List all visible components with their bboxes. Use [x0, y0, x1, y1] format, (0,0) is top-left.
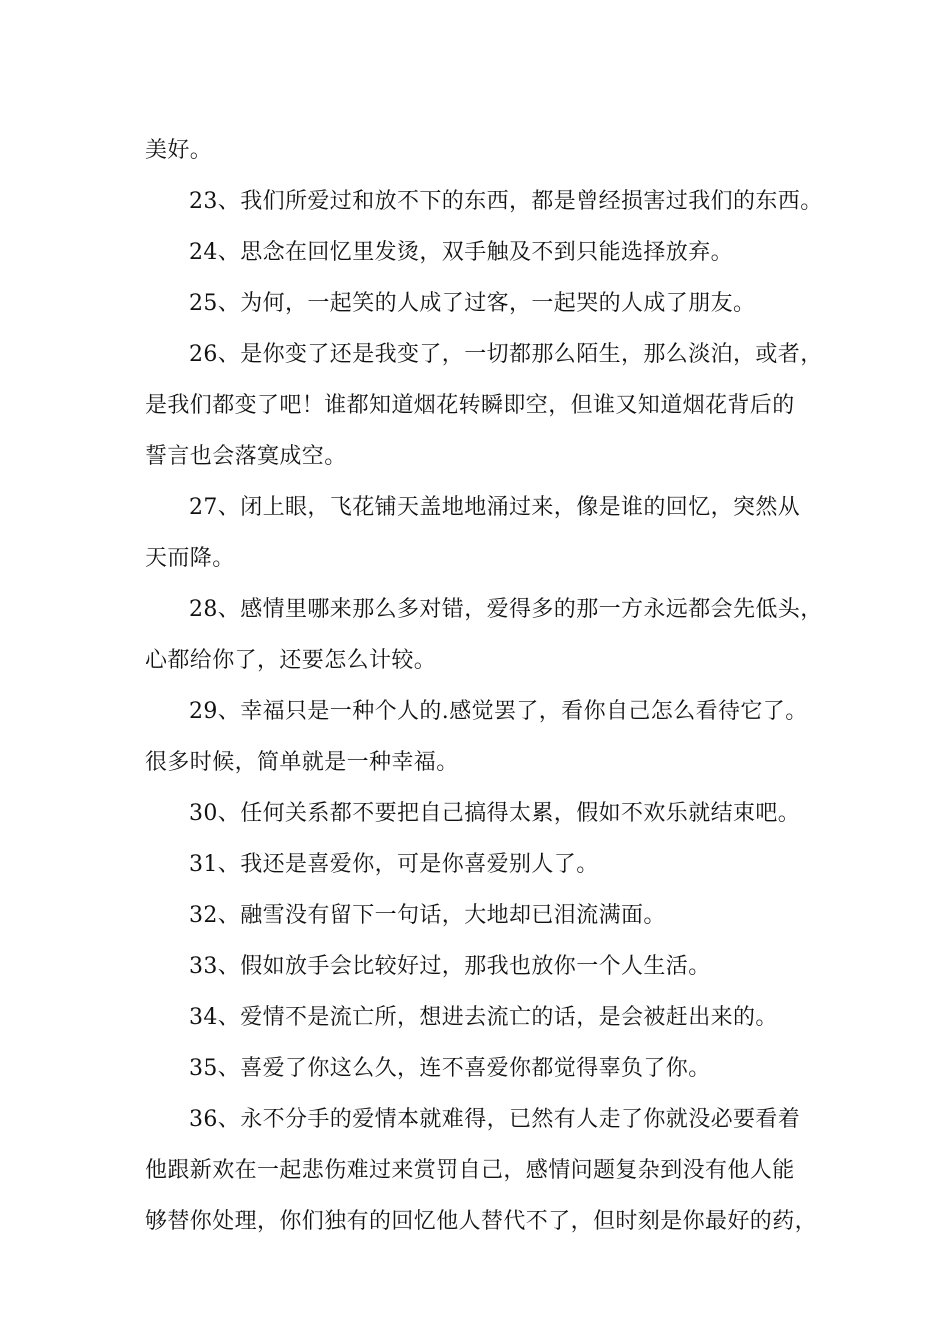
- text-line: 天而降。: [145, 546, 235, 571]
- text-line: 25、为何，一起笑的人成了过客，一起哭的人成了朋友。: [189, 291, 756, 316]
- text-line: 24、思念在回忆里发烫，双手触及不到只能选择放弃。: [189, 240, 733, 265]
- text-line: 36、永不分手的爱情本就难得，已然有人走了你就没必要看着: [189, 1107, 801, 1132]
- text-line: 心都给你了，还要怎么计较。: [145, 648, 437, 673]
- text-line: 够替你处理，你们独有的回忆他人替代不了，但时刻是你最好的药，: [145, 1209, 818, 1234]
- text-line: 誓言也会落寞成空。: [145, 444, 347, 469]
- text-line: 30、任何关系都不要把自己搞得太累，假如不欢乐就结束吧。: [189, 801, 801, 826]
- text-line: 31、我还是喜爱你，可是你喜爱别人了。: [189, 852, 599, 877]
- text-line: 23、我们所爱过和放不下的东西，都是曾经损害过我们的东西。: [189, 189, 823, 214]
- document-body: [145, 130, 835, 1252]
- text-line: 35、喜爱了你这么久，连不喜爱你都觉得辜负了你。: [189, 1056, 711, 1081]
- text-line: 是我们都变了吧！谁都知道烟花转瞬即空，但谁又知道烟花背后的: [145, 393, 795, 418]
- text-line: 美好。: [145, 138, 213, 163]
- text-line: 27、闭上眼，飞花铺天盖地地涌过来，像是谁的回忆，突然从: [189, 495, 801, 520]
- text-line: 很多时候，简单就是一种幸福。: [145, 750, 459, 775]
- text-line: 34、爱情不是流亡所，想进去流亡的话，是会被赶出来的。: [189, 1005, 778, 1030]
- text-line: 32、融雪没有留下一句话，大地却已泪流满面。: [189, 903, 666, 928]
- text-line: 26、是你变了还是我变了，一切都那么陌生，那么淡泊，或者，: [189, 342, 823, 367]
- text-line: 他跟新欢在一起悲伤难过来赏罚自己，感情问题复杂到没有他人能: [145, 1158, 795, 1183]
- text-line: 33、假如放手会比较好过，那我也放你一个人生活。: [189, 954, 711, 979]
- text-line: 28、感情里哪来那么多对错，爱得多的那一方永远都会先低头，: [189, 597, 823, 622]
- text-line: 29、幸福只是一种个人的.感觉罢了，看你自己怎么看待它了。: [189, 699, 808, 724]
